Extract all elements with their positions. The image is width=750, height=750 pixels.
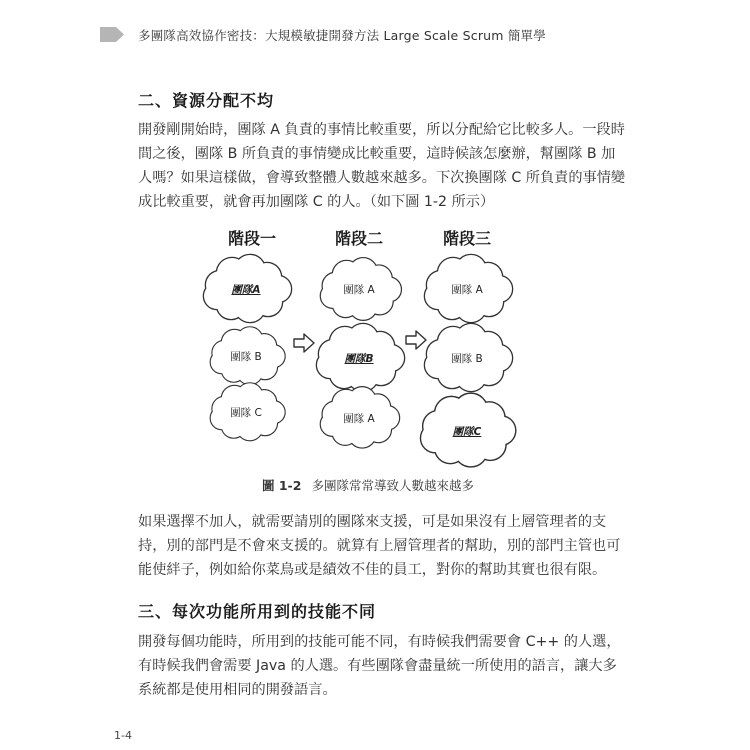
team-cloud [209, 329, 284, 383]
text-line: 成比較重要，就會再加團隊 C 的人。（如下圖 1-2 所示） [138, 194, 495, 210]
text-line: 持，別的部門是不會來支援的。就算有上層管理者的幫助，別的部門主管也可 [138, 538, 621, 554]
section3-paragraph [138, 630, 621, 702]
section-heading-resource-allocation: 二、資源分配不均 [138, 91, 275, 110]
arrow-right-icon [292, 332, 316, 354]
figure-number: 圖 1-2 [262, 478, 302, 493]
team-cloud [319, 260, 400, 319]
arrow-right-icon [404, 329, 428, 351]
team-label: 團隊 A [343, 412, 375, 425]
text-line: 有時候我們會需要 Java 的人選。有些團隊會盡量統一所使用的語言，讓大多 [138, 658, 617, 674]
text-line: 系統都是使用相同的開發語言。 [138, 682, 337, 698]
stage-label-1: 階段一 [228, 229, 277, 248]
text-line: 開發每個功能時，所用到的技能可能不同，有時候我們需要會 C++ 的人選， [138, 634, 621, 650]
stage-label-2: 階段二 [335, 229, 384, 248]
section-heading-skills: 三、每次功能所用到的技能不同 [138, 602, 377, 621]
figure-caption [262, 476, 474, 494]
team-cloud [423, 257, 511, 321]
team-label: 團隊 C [230, 406, 262, 419]
section2-paragraph [138, 118, 626, 214]
text-line: 能使絆子，例如給你菜鳥或是績效不佳的員工，對你的幫助其實也很有限。 [138, 562, 607, 578]
team-label: 團隊 A [451, 284, 483, 296]
figure-caption-text: 多團隊常常導致人數越來越多 [311, 478, 474, 493]
text-line: 開發剛開始時，團隊 A 負責的事情比較重要，所以分配給它比較多人。一段時 [138, 122, 625, 138]
team-label: 團隊 B [451, 353, 483, 365]
team-cloud [423, 326, 511, 390]
text-line: 如果選擇不加人，就需要請別的團隊來支援，可是如果沒有上層管理者的支 [138, 514, 607, 530]
team-cloud [419, 396, 514, 465]
running-title: 多團隊高效協作密技：大規模敏捷開發方法 Large Scale Scrum 簡單學 [138, 28, 546, 43]
text-line: 人嗎？如果這樣做，會導致整體人數越來越多。下次換團隊 C 所負責的事情變 [138, 170, 626, 186]
team-label: 團隊C [452, 425, 482, 438]
support-paragraph [138, 510, 621, 582]
stage-label-3: 階段三 [443, 229, 492, 248]
team-cloud [209, 385, 284, 439]
header-arrow-icon [100, 27, 124, 42]
team-cloud [202, 257, 290, 321]
page-number: 1-4 [114, 729, 132, 742]
team-label: 團隊A [231, 284, 261, 296]
team-cloud [315, 326, 403, 390]
team-cloud [319, 389, 398, 447]
team-label: 團隊 B [230, 350, 262, 363]
team-label: 團隊 A [343, 283, 375, 296]
text-line: 間之後，團隊 B 所負責的事情變成比較重要，這時候該怎麼辦，幫團隊 B 加 [138, 146, 616, 162]
team-label: 團隊B [344, 353, 374, 365]
